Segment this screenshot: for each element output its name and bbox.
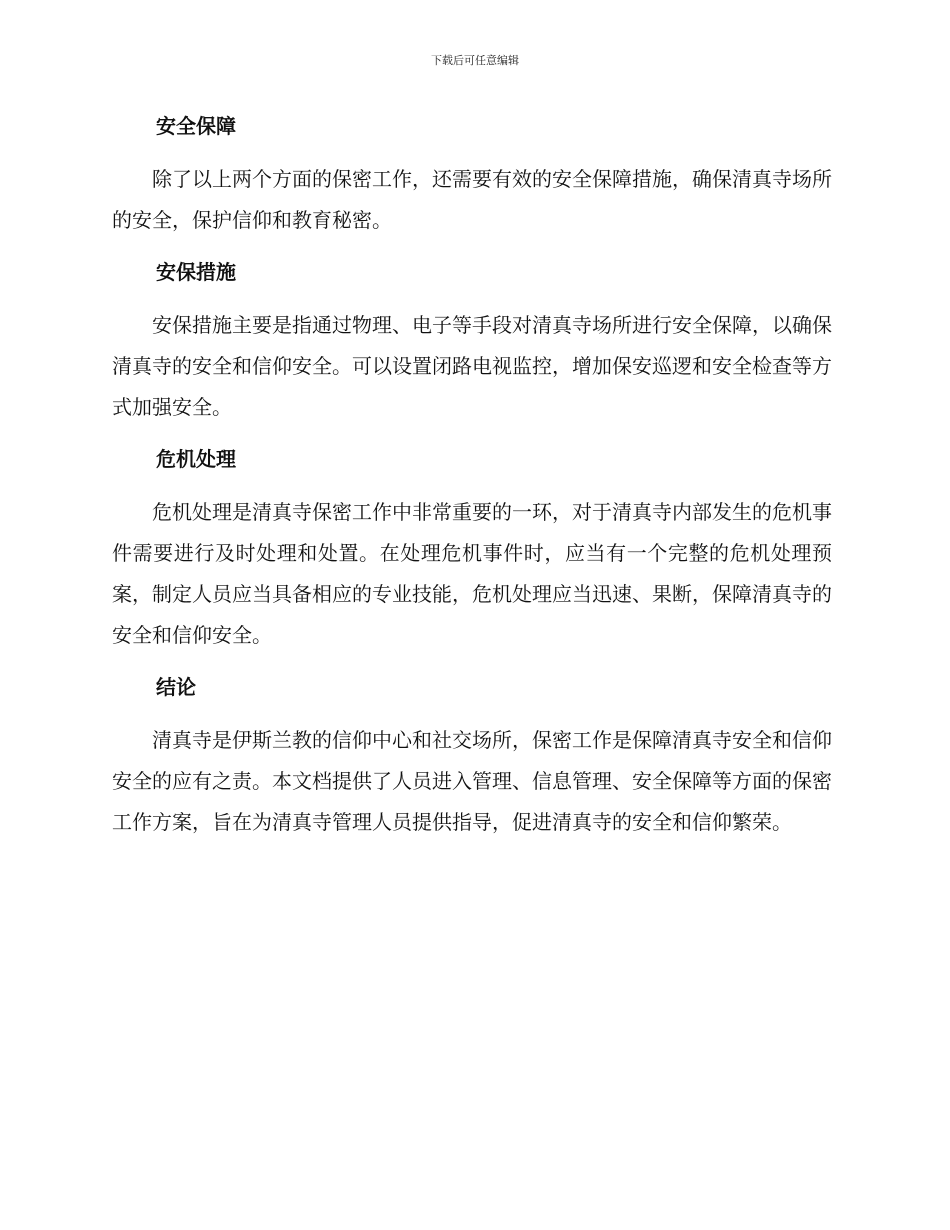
section-title: 危机处理	[156, 447, 236, 471]
document-body	[112, 111, 832, 859]
section-paragraph: 除了以上两个方面的保密工作，还需要有效的安全保障措施，确保清真寺场所的安全，保护信仰和教育秘密。	[112, 167, 832, 232]
section-title: 安保措施	[156, 260, 236, 284]
section-title: 结论	[156, 675, 196, 699]
section-paragraph: 清真寺是伊斯兰教的信仰中心和社交场所，保密工作是保障清真寺安全和信仰安全的应有之责。本文档提供了人员进入管理、信息管理、安全保障等方面的保密工作方案，旨在为清真寺管理人员提供指导，促进清真寺的安全和信仰繁荣。	[112, 728, 832, 834]
section-paragraph: 安保措施主要是指通过物理、电子等手段对清真寺场所进行安全保障，以确保清真寺的安全和信仰安全。可以设置闭路电视监控，增加保安巡逻和安全检查等方式加强安全。	[112, 313, 832, 419]
section-security-measures	[112, 257, 832, 428]
section-title: 安全保障	[156, 114, 236, 138]
section-conclusion	[112, 672, 832, 843]
section-crisis-handling	[112, 444, 832, 656]
section-security-guarantee	[112, 111, 832, 241]
section-paragraph: 危机处理是清真寺保密工作中非常重要的一环，对于清真寺内部发生的危机事件需要进行及时处理和处置。在处理危机事件时，应当有一个完整的危机处理预案，制定人员应当具备相应的专业技能，危机处理应当迅速、果断，保障清真寺的安全和信仰安全。	[112, 500, 832, 647]
page-header: 下载后可任意编辑	[431, 54, 519, 67]
